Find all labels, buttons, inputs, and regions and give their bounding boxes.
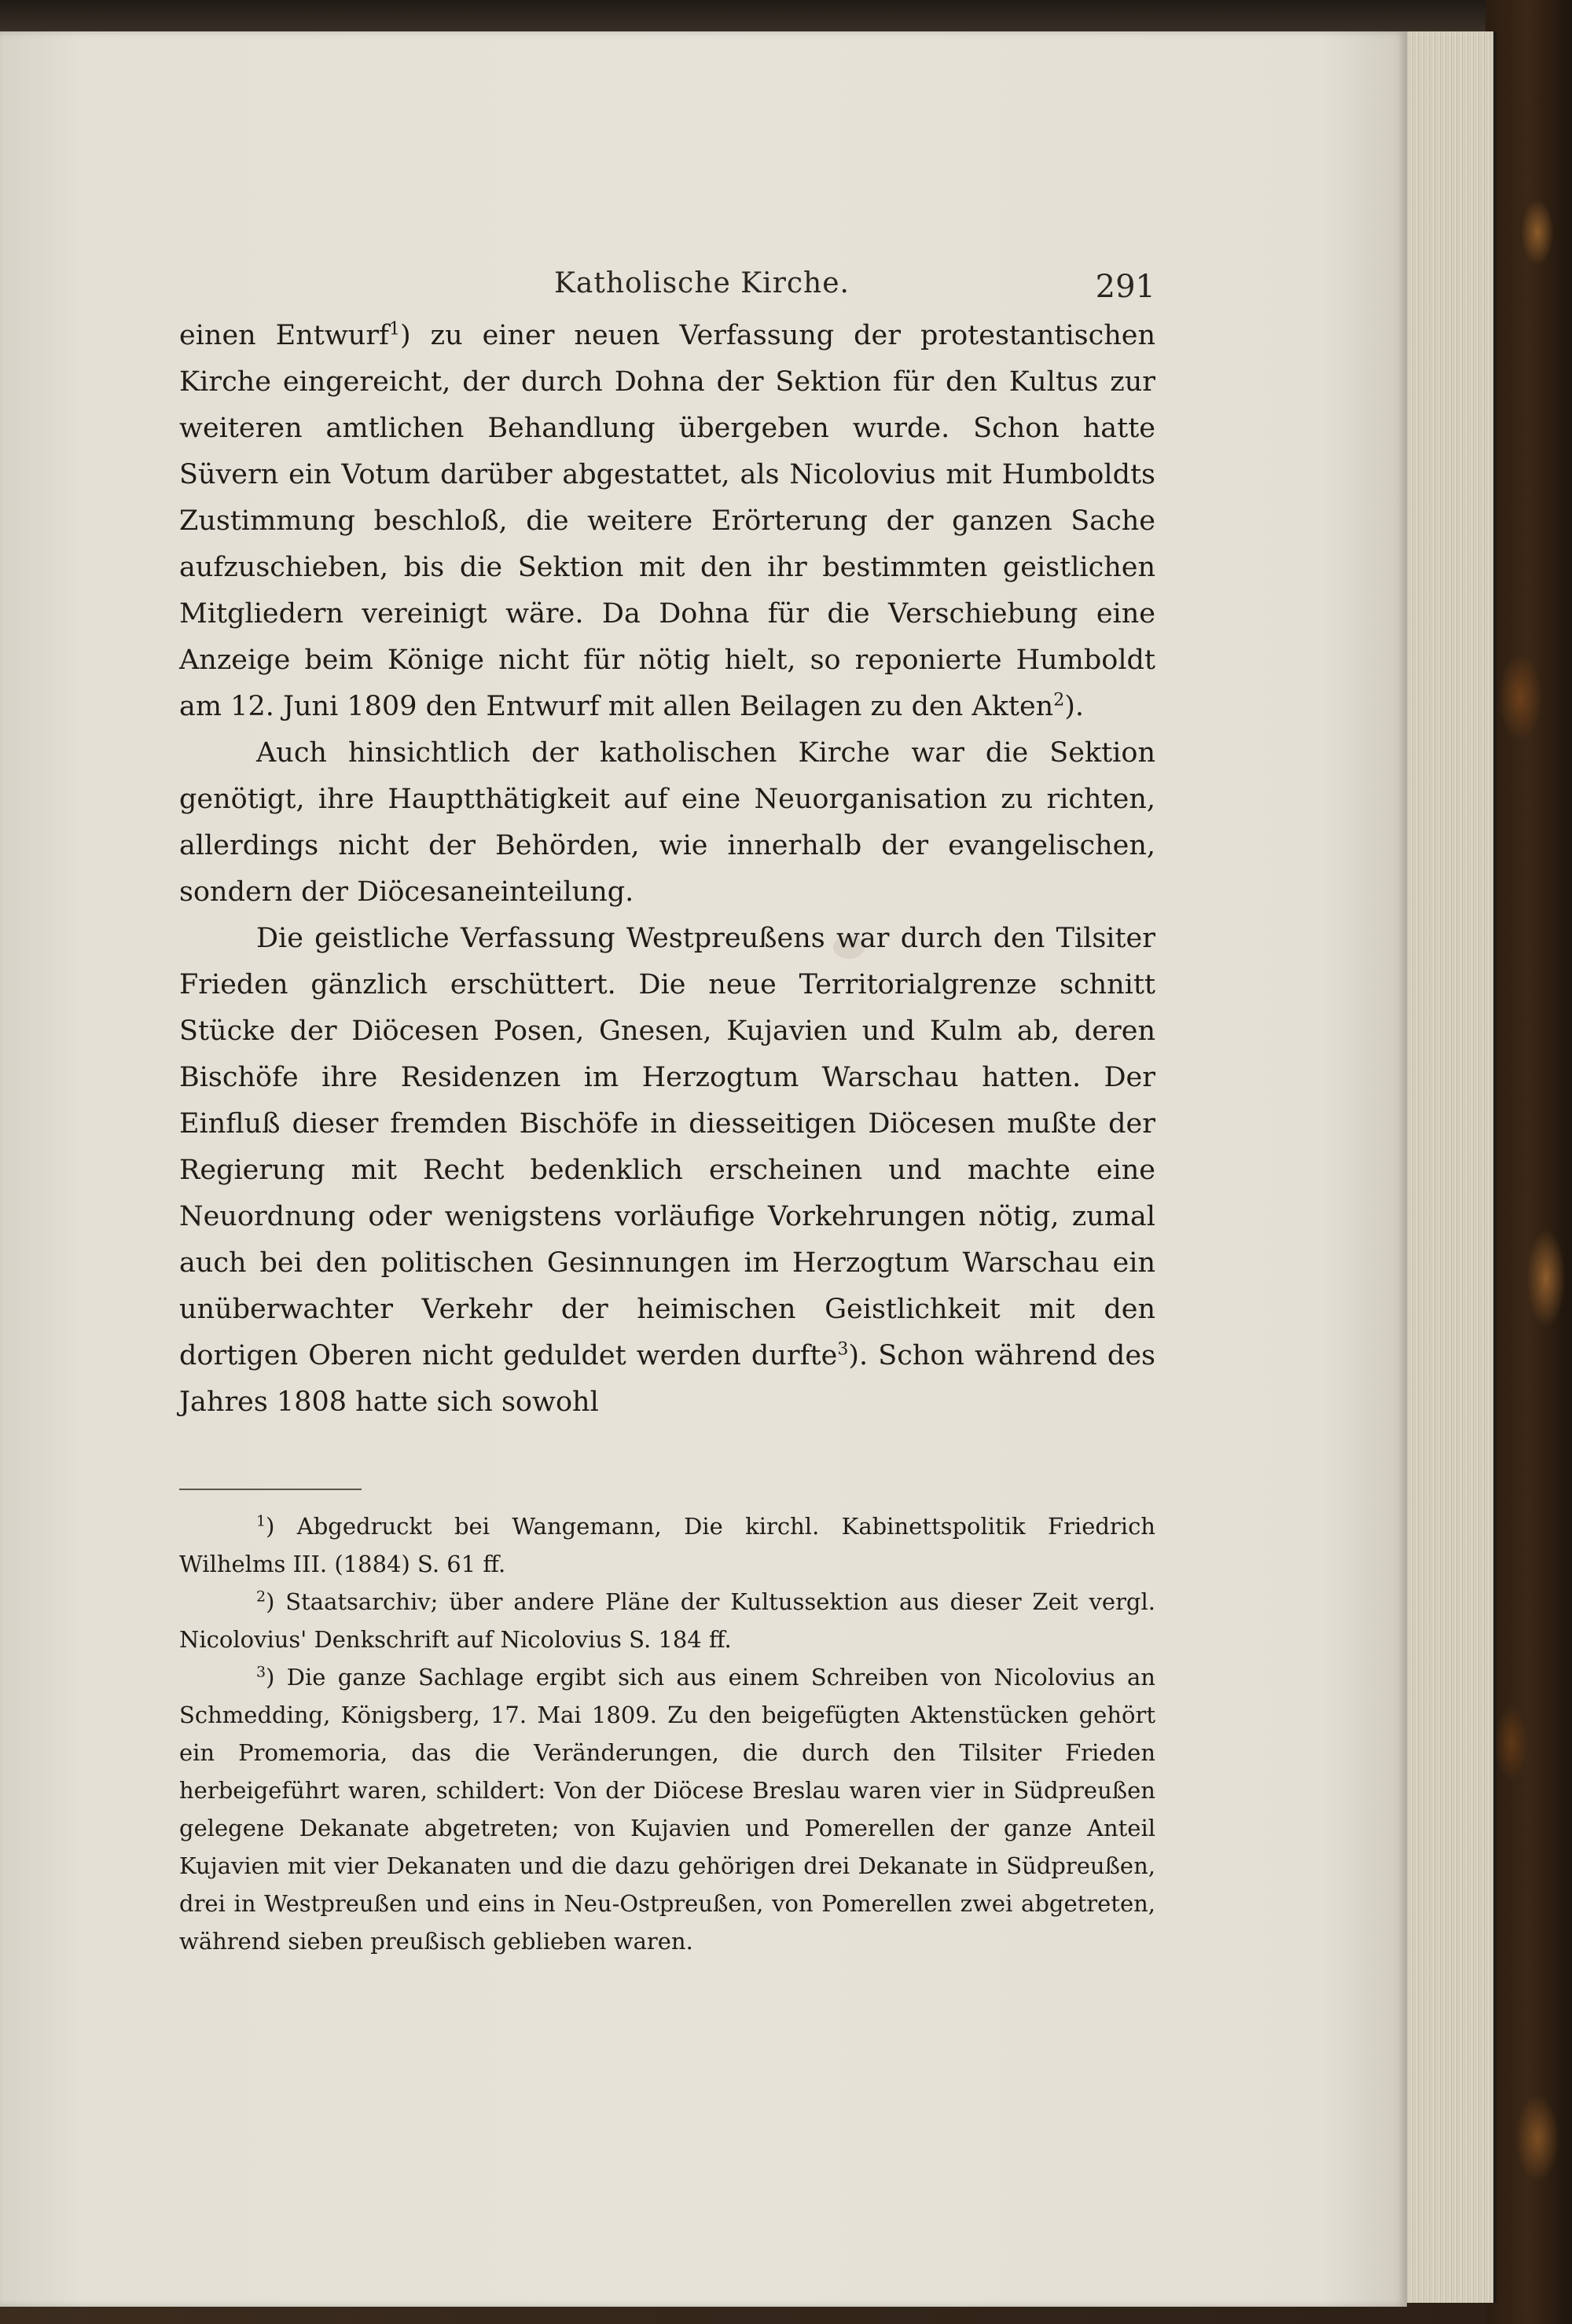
footnote-divider: [179, 1489, 362, 1490]
footnote-ref-3: 3: [837, 1339, 849, 1360]
page-header: [161, 234, 1155, 305]
paragraph-1: einen Entwurf$^1$) zu einer neuen Verfassung der protestantischen Kirche eingereicht, der durch Dohna der Sektion für den Kultus zur weiteren amtlichen Behandlung übergeben wurde. Schon hatte Süvern ein Votum darüber abgestattet, als Nicolovius mit Humboldts Zustimmung beschloß, die weitere Erörterung der ganzen Sache aufzuschieben, bis die Sektion mit den ihr bestimmten geistlichen Mitgliedern vereinigt wäre. Da Dohna für die Verschiebung eine Anzeige beim Könige nicht für nötig hielt, so reponierte Humboldt am 12. Juni 1809 den Entwurf mit allen Beilagen zu den Akten$^2$).: [179, 319, 1155, 722]
paragraph-2: Auch hinsichtlich der katholischen Kirche war die Sektion genötigt, ihre Hauptthätigkeit auf eine Neuorganisation zu richten, allerdings nicht der Behörden, wie innerhalb der evangelischen, sondern der Diöcesaneinteilung.: [179, 737, 1155, 908]
footnotes: [179, 1507, 1155, 1960]
footnote-1: $^1$) Abgedruckt bei Wangemann, Die kirchl. Kabinettspolitik Friedrich Wilhelms III. (1884) S. 61 ff.: [179, 1512, 1155, 1577]
footnote-2: $^2$) Staatsarchiv; über andere Pläne der Kultussektion aus dieser Zeit vergl. Nicolovius' Denkschrift auf Nicolovius S. 184 ff.: [179, 1588, 1155, 1653]
page-number: 291: [1095, 269, 1155, 305]
main-text: [179, 313, 1155, 1426]
running-head: Katholische Kirche.: [554, 267, 850, 299]
footnote-ref-2: 2: [1053, 690, 1065, 710]
footnote-3: $^3$) Die ganze Sachlage ergibt sich aus einem Schreiben von Nicolovius an Schmedding, Königsberg, 17. Mai 1809. Zu den beigefügten Aktenstücken gehört ein Promemoria, das die Veränderungen, die durch den Tilsiter Frieden herbeigeführt waren, schildert: Von der Diöcese Breslau waren vier in Südpreußen gelegene Dekanate abgetreten; von Kujavien und Pomerellen der ganze Anteil Kujavien mit vier Dekanaten und die dazu gehörigen drei Dekanate in Südpreußen, drei in Westpreußen und eins in Neu-Ostpreußen, von Pomerellen zwei abgetreten, während sieben preußisch geblieben waren.: [179, 1663, 1155, 1955]
footnote-ref-1: 1: [389, 319, 401, 340]
page-stack-edge: [1391, 31, 1497, 2303]
paragraph-3: Die geistliche Verfassung Westpreußens war durch den Tilsiter Frieden gänzlich erschüttert. Die neue Territorialgrenze schnitt Stücke der Diöcesen Posen, Gnesen, Kujavien und Kulm ab, deren Bischöfe ihre Residenzen im Herzogtum Warschau hatten. Der Einfluß dieser fremden Bischöfe in diesseitigen Diöcesen mußte der Regierung mit Recht bedenklich erscheinen und machte eine Neuordnung oder wenigstens vorläufige Vorkehrungen nötig, zumal auch bei den politischen Gesinnungen im Herzogtum Warschau ein unüberwachter Verkehr der heimischen Geistlichkeit mit den dortigen Oberen nicht geduldet werden durfte$^3$). Schon während des Jahres 1808 hatte sich sowohl: [179, 923, 1156, 1418]
marbled-cover-edge: [1486, 0, 1572, 2324]
